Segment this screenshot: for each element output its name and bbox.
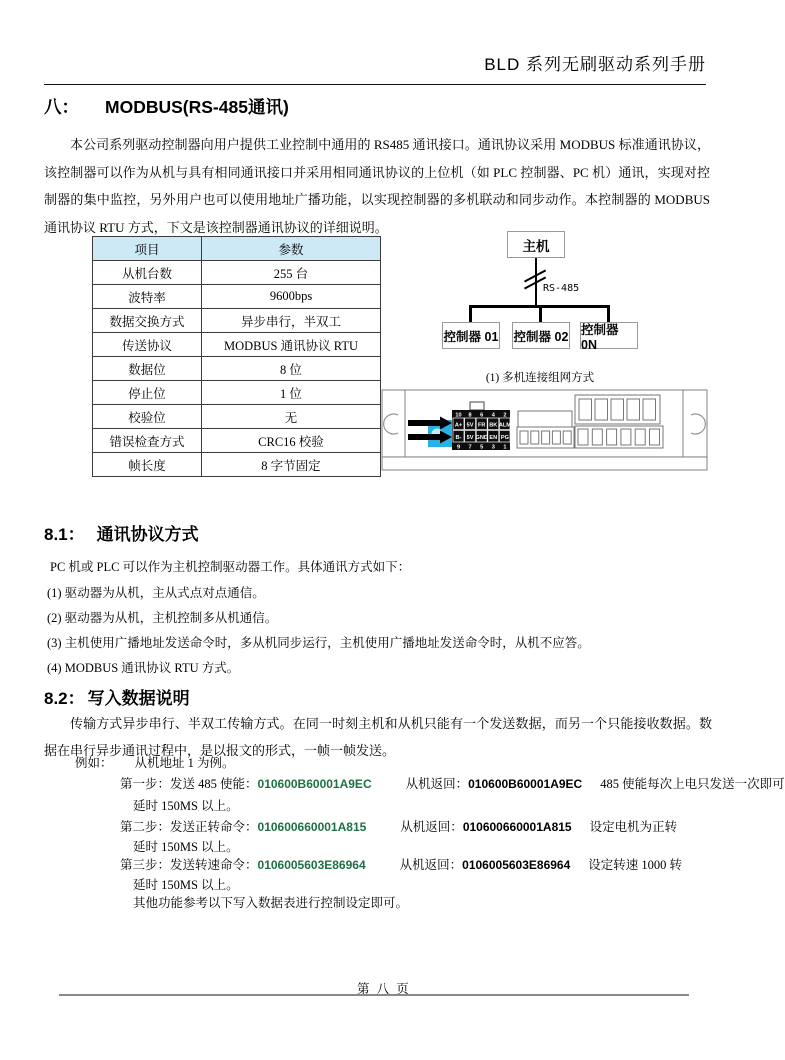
header-rule (44, 84, 706, 85)
table-row (93, 285, 381, 309)
section8-intro-paragraph: 本公司系列驱动控制器向用户提供工业控制中通用的 RS485 通讯接口。通讯协议采用 MODBUS 标准通讯协议，该控制器可以作为从机与具有相同通讯接口并采用相同通讯协议的上位机（如 PLC 控制器、PC 机）通讯，实现对控制器的集中监控，另外用户也可以使用地址广播功能，以实现控制器的多机联动和同步动作。本控制器的 MODBUS 通讯协议 RTU 方式，下文是该控制器通讯协议的详细说明。 (44, 137, 710, 235)
return-code: 010600660001A815 (462, 820, 572, 834)
section81-lead: PC 机或 PLC 可以作为主机控制驱动器工作。具体通讯方式如下： (50, 560, 411, 574)
step-note: 设定转速 1000 转 (588, 858, 683, 872)
list-item: (1) 驱动器为从机，主从式点对点通信。 (47, 586, 265, 600)
step-return-label: 从机返回： (400, 820, 463, 834)
example-label: 例如： (75, 756, 113, 770)
manual-title: BLD 系列无刷驱动系列手册 (484, 55, 706, 74)
network-topology-diagram (420, 228, 720, 388)
send-code: 0106005603E86964 (257, 858, 366, 872)
step-note: 设定电机为正转 (589, 820, 678, 834)
param-value: MODBUS 通讯协议 RTU (202, 333, 381, 357)
param-name: 从机台数 (93, 261, 202, 285)
list-item: (4) MODBUS 通讯协议 RTU 方式。 (47, 661, 240, 675)
pin-label: EN (489, 435, 498, 442)
step-return-label: 从机返回： (405, 777, 469, 791)
table-row (93, 309, 381, 333)
table-row (93, 405, 381, 429)
param-name: 错误检查方式 (93, 429, 202, 453)
param-value: 1 位 (202, 381, 381, 405)
section81-title: 通讯协议方式 (96, 525, 199, 544)
table-row (93, 261, 381, 285)
step-return-label: 从机返回： (399, 858, 463, 872)
step-line (120, 855, 682, 873)
bus-drop-line (539, 305, 542, 323)
send-code: 010600660001A815 (257, 820, 367, 834)
table-row (93, 381, 381, 405)
table-header-row (93, 237, 381, 261)
pin-number: 5 (480, 444, 484, 451)
signal-pin-block (452, 410, 511, 451)
section82-heading (44, 684, 190, 709)
list-item: (2) 驱动器为从机，主机控制多从机通信。 (47, 611, 278, 625)
param-value: 9600bps (202, 285, 381, 309)
other-note-line: 其他功能参考以下写入数据表进行控制设定即可。 (133, 896, 409, 910)
section81-heading (44, 520, 199, 545)
pin-number: 8 (468, 412, 472, 419)
pin-number: 2 (503, 412, 507, 419)
pin-number: 6 (480, 412, 484, 419)
pin-number: 9 (456, 444, 461, 451)
bus-label: RS-485 (543, 283, 580, 294)
col-header-item: 项目 (93, 237, 202, 261)
step-line (120, 817, 677, 835)
controller-node-box: 控制器 0N (580, 322, 638, 349)
table-row (93, 453, 381, 477)
step-note: 485 使能每次上电只发送一次即可 (600, 777, 785, 791)
master-node-box: 主机 (507, 231, 565, 258)
delay-line: 延时 150MS 以上。 (133, 840, 239, 854)
example-line (75, 753, 235, 771)
pin-label: GND (475, 435, 488, 442)
return-code: 0106005603E86964 (462, 858, 571, 872)
table-row (93, 333, 381, 357)
param-value: 异步串行，半双工 (202, 309, 381, 333)
pin-label: A+ (454, 422, 463, 429)
param-name: 数据交换方式 (93, 309, 202, 333)
diagram-caption: (1) 多机连接组网方式 (485, 372, 595, 384)
param-name: 帧长度 (93, 453, 202, 477)
controller-node-box: 控制器 01 (442, 322, 500, 349)
section81-number: 8.1： (44, 525, 85, 544)
section82-number: 8.2： (44, 689, 85, 708)
section8-heading (44, 94, 289, 119)
pin-number: 7 (468, 444, 472, 451)
pin-label: B- (455, 435, 462, 442)
pin-number: 4 (491, 412, 495, 419)
section82-title: 写入数据说明 (87, 689, 190, 708)
middle-terminal-block (517, 411, 574, 448)
bus-drop-line (469, 305, 472, 323)
param-name: 数据位 (93, 357, 202, 381)
param-value: CRC16 校验 (202, 429, 381, 453)
power-terminal-block (575, 395, 663, 448)
comm-parameters-table (92, 236, 381, 477)
step-send-label: 第二步：发送正转命令： (120, 820, 258, 834)
pin-label: 5V (466, 422, 474, 429)
footer-rule (59, 994, 689, 996)
step-line (120, 774, 785, 792)
param-name: 停止位 (93, 381, 202, 405)
step-send-label: 第三步：发送转速命令： (120, 858, 258, 872)
table-row (93, 357, 381, 381)
pin-label: BK (489, 422, 498, 429)
pin-number: 1 (503, 444, 507, 451)
return-code: 010600B60001A9EC (468, 777, 583, 791)
example-text: 从机地址 1 为例。 (134, 756, 235, 770)
pin-label: ALM (498, 422, 511, 429)
delay-line: 延时 150MS 以上。 (133, 878, 239, 892)
table-row (93, 429, 381, 453)
pin-number: 3 (491, 444, 495, 451)
param-value: 8 位 (202, 357, 381, 381)
step-send-label: 第一步：发送 485 使能： (120, 777, 258, 791)
param-value: 255 台 (202, 261, 381, 285)
param-name: 校验位 (93, 405, 202, 429)
section8-title: MODBUS(RS-485通讯) (105, 97, 289, 117)
pin-label: 5V (466, 435, 474, 442)
pin-label: FR (477, 422, 486, 429)
section82-paragraph: 传输方式异步串行、半双工传输方式。在同一时刻主机和从机只能有一个发送数据，而另一个只能接收数据。数据在串行异步通讯过程中，是以报文的形式，一帧一帧发送。 (44, 716, 712, 758)
list-item: (3) 主机使用广播地址发送命令时，多从机同步运行，主机使用广播地址发送命令时，从机不应答。 (47, 636, 590, 650)
page-number: 第 八 页 (357, 982, 411, 996)
pin-label: PG (500, 435, 509, 442)
param-value: 无 (202, 405, 381, 429)
section8-number: 八： (44, 97, 79, 117)
param-name: 传送协议 (93, 333, 202, 357)
param-name: 波特率 (93, 285, 202, 309)
section81-list (47, 583, 590, 683)
col-header-value: 参数 (202, 237, 381, 261)
driver-board-illustration (378, 389, 712, 473)
send-code: 010600B60001A9EC (257, 777, 372, 791)
delay-line: 延时 150MS 以上。 (133, 799, 239, 813)
param-value: 8 字节固定 (202, 453, 381, 477)
pin-number: 10 (455, 412, 462, 419)
controller-node-box: 控制器 02 (512, 322, 570, 349)
